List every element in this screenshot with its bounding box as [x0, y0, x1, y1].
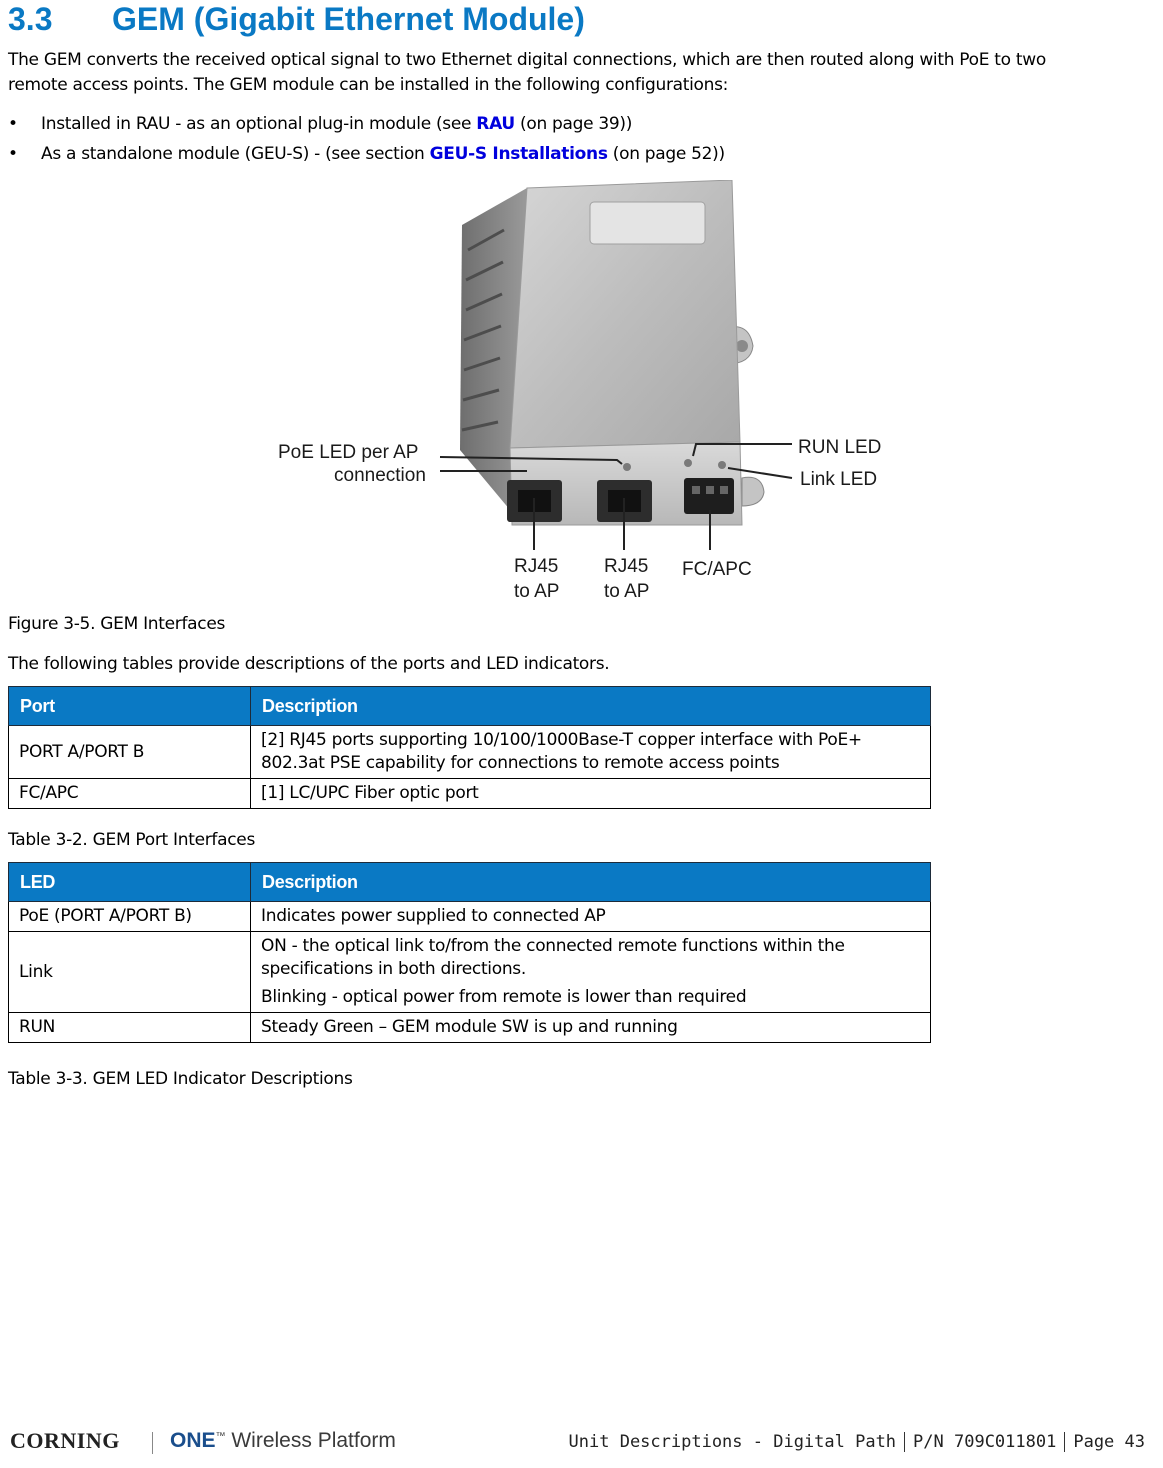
gem-module-photo	[272, 180, 902, 605]
rau-link[interactable]: RAU	[476, 114, 515, 134]
gem-module-illustration	[272, 180, 902, 605]
fc-apc-port	[684, 478, 734, 514]
callout-link-led: Link LED	[800, 469, 878, 490]
callout-rj45-a-to-ap: to AP	[514, 581, 560, 602]
table-row	[9, 779, 931, 809]
intro-line-1: The GEM converts the received optical signal to two Ethernet digital connections, which are then routed along with PoE to two	[8, 50, 1046, 70]
description-text: [1] LC/UPC Fiber optic port	[261, 783, 479, 803]
table-caption: Table 3-3. GEM LED Indicator Descriptions	[8, 1069, 353, 1089]
description-text: Indicates power supplied to connected AP	[261, 906, 606, 926]
table-row	[9, 932, 931, 1013]
table-header-row	[9, 863, 931, 902]
column-header-description: Description	[251, 863, 931, 902]
led-description	[251, 932, 931, 1013]
footer-page-number: Page 43	[1064, 1432, 1153, 1452]
tables-intro: The following tables provide descriptions of the ports and LED indicators.	[8, 654, 610, 674]
led-name: RUN	[9, 1013, 251, 1043]
poe-led	[623, 463, 631, 471]
column-header-description: Description	[251, 687, 931, 726]
table-caption: Table 3-2. GEM Port Interfaces	[8, 830, 255, 850]
callout-poe-led: PoE LED per AP	[278, 442, 419, 463]
description-text: Steady Green – GEM module SW is up and running	[261, 1017, 678, 1037]
led-description	[251, 1013, 931, 1043]
label-plate	[590, 202, 705, 244]
description-text: ON - the optical link to/from the connected remote functions within the specifications in both directions.	[261, 936, 845, 979]
callout-run-led: RUN LED	[798, 437, 882, 458]
port-interfaces-table	[8, 686, 931, 809]
callout-rj45-b-to-ap: to AP	[604, 581, 650, 602]
mounting-tab	[742, 477, 764, 506]
figure-caption: Figure 3-5. GEM Interfaces	[8, 614, 226, 634]
one-wireless-platform-logo	[170, 1429, 396, 1453]
table-row	[9, 726, 931, 779]
table-row	[9, 902, 931, 932]
footer-part-number: P/N 709C011801	[904, 1432, 1064, 1452]
led-indicators-table	[8, 862, 931, 1043]
footer-info	[561, 1432, 1153, 1452]
run-led	[684, 459, 692, 467]
logo-platform-text: Wireless Platform	[225, 1429, 396, 1452]
callout-rj45-b: RJ45	[604, 556, 649, 577]
page-footer	[0, 1428, 1163, 1468]
logo-one-text: ONE	[170, 1429, 216, 1452]
callout-rj45-a: RJ45	[514, 556, 559, 577]
logo-divider	[152, 1432, 153, 1454]
table-header-row	[9, 687, 931, 726]
section-heading	[8, 0, 585, 38]
column-header-port: Port	[9, 687, 251, 726]
port-name: PORT A/PORT B	[9, 726, 251, 779]
footer-section: Unit Descriptions - Digital Path	[568, 1432, 897, 1452]
bullet-icon: •	[8, 114, 18, 134]
list-item-suffix: (on page 52))	[607, 144, 725, 164]
mounting-hole	[736, 340, 748, 352]
led-name: Link	[9, 932, 251, 1013]
port-description	[251, 726, 931, 779]
port-name: FC/APC	[9, 779, 251, 809]
link-led	[718, 461, 726, 469]
section-number: 3.3	[8, 1, 53, 37]
led-name: PoE (PORT A/PORT B)	[9, 902, 251, 932]
callout-fc-apc: FC/APC	[682, 559, 752, 580]
list-item-suffix: (on page 39))	[514, 114, 633, 134]
logo-trademark: ™	[215, 1431, 226, 1442]
bullet-icon: •	[8, 144, 18, 164]
description-text: [2] RJ45 ports supporting 10/100/1000Base-T copper interface with PoE+ 802.3at PSE capability for connections to remote access points	[261, 730, 862, 773]
callout-poe-connection: connection	[334, 465, 426, 486]
port-description	[251, 779, 931, 809]
column-header-led: LED	[9, 863, 251, 902]
description-text: Blinking - optical power from remote is lower than required	[261, 987, 747, 1007]
intro-paragraph	[8, 48, 1046, 98]
intro-line-2: remote access points. The GEM module can be installed in the following configurations:	[8, 75, 729, 95]
corning-logo: CORNING	[10, 1428, 120, 1453]
led-description	[251, 902, 931, 932]
table-row	[9, 1013, 931, 1043]
section-title: GEM (Gigabit Ethernet Module)	[112, 1, 585, 37]
geu-s-installations-link[interactable]: GEU-S Installations	[429, 144, 608, 164]
list-item-text: Installed in RAU - as an optional plug-in module (see	[41, 114, 477, 134]
list-item-text: As a standalone module (GEU-S) - (see section	[41, 144, 430, 164]
